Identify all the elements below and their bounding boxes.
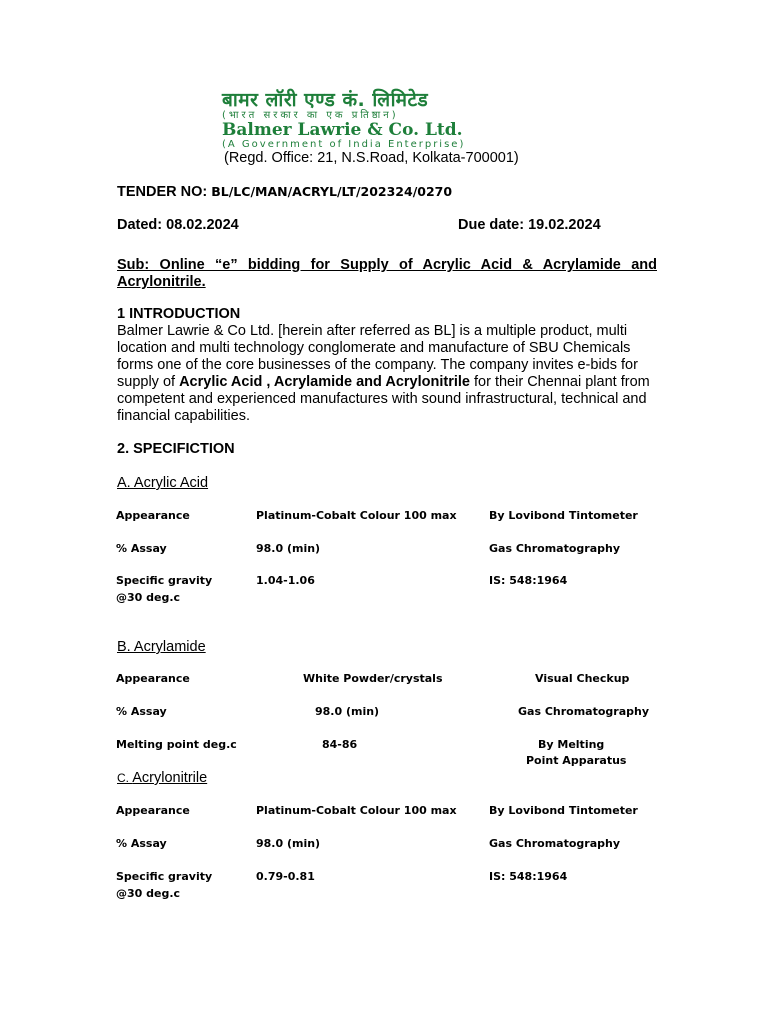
spec-param: % Assay <box>116 705 167 718</box>
spec-method: Gas Chromatography <box>489 837 621 850</box>
spec-method: By Lovibond Tintometer <box>489 509 638 522</box>
spec-method: Gas Chromatography <box>489 542 621 555</box>
spec-param-line2: @30 deg.c <box>116 591 181 604</box>
spec-value: 1.04-1.06 <box>256 574 315 587</box>
spec-param: % Assay <box>116 542 167 555</box>
spec-method: Visual Checkup <box>535 672 630 685</box>
due-date: Due date: 19.02.2024 <box>458 217 601 233</box>
spec-value: Platinum-Cobalt Colour 100 max <box>256 804 457 817</box>
spec-method: IS: 548:1964 <box>489 574 568 587</box>
section-c-title <box>117 770 207 787</box>
tender-number: BL/LC/MAN/ACRYL/LT/202324/0270 <box>211 184 453 199</box>
spec-method-line2: Point Apparatus <box>526 754 627 767</box>
spec-value: 98.0 (min) <box>256 542 321 555</box>
spec-param: Specific gravity <box>116 574 213 587</box>
spec-value: Platinum-Cobalt Colour 100 max <box>256 509 457 522</box>
spec-param: Melting point deg.c <box>116 738 237 751</box>
logo-english-subtitle: (A Government of India Enterprise) <box>222 139 466 150</box>
logo-hindi-name: बामर लॉरी एण्ड कं. लिमिटेड <box>222 89 429 111</box>
logo-english-name: Balmer Lawrie & Co. Ltd. <box>222 120 463 140</box>
section-b-title: B. Acrylamide <box>117 639 206 655</box>
introduction-text-part1: Balmer Lawrie & Co Ltd. [herein after referred as BL] is a multiple product, multi location and multi technology conglomerate and manufacture of SBU Chemicals forms one of the core businesses of the company. The company invites e-bids for supply of <box>117 323 638 390</box>
dated: Dated: 08.02.2024 <box>117 217 239 233</box>
introduction-text-part2: for their Chennai plant from competent and experienced manufactures with sound infrastructural, technical and financial capabilities. <box>117 374 650 424</box>
section-c-letter: C. <box>117 771 129 785</box>
section-c-name: Acrylonitrile <box>132 770 208 786</box>
spec-param: Appearance <box>116 509 190 522</box>
spec-method: Gas Chromatography <box>518 705 650 718</box>
specification-heading: 2. SPECIFICTION <box>117 441 235 457</box>
spec-value: White Powder/crystals <box>303 672 443 685</box>
spec-value: 0.79-0.81 <box>256 870 315 883</box>
spec-method: IS: 548:1964 <box>489 870 568 883</box>
registered-office: (Regd. Office: 21, N.S.Road, Kolkata-700001) <box>224 150 519 166</box>
logo-hindi-subtitle: (भारत सरकार का एक प्रतिष्ठान) <box>222 110 399 121</box>
spec-method: By Lovibond Tintometer <box>489 804 638 817</box>
spec-param: % Assay <box>116 837 167 850</box>
spec-value: 84-86 <box>322 738 358 751</box>
tender-number-line <box>117 183 452 201</box>
spec-param-line2: @30 deg.c <box>116 887 181 900</box>
spec-value: 98.0 (min) <box>315 705 380 718</box>
introduction-text <box>117 323 657 425</box>
section-a-title: A. Acrylic Acid <box>117 475 209 491</box>
spec-value: 98.0 (min) <box>256 837 321 850</box>
spec-method: By Melting <box>538 738 605 751</box>
spec-param: Specific gravity <box>116 870 213 883</box>
introduction-heading: 1 INTRODUCTION <box>117 306 241 322</box>
subject-line: Sub: Online “e” bidding for Supply of Acrylic Acid & Acrylamide and Acrylonitrile. <box>117 257 657 290</box>
spec-param: Appearance <box>116 804 190 817</box>
introduction-products: Acrylic Acid , Acrylamide and Acrylonitrile <box>179 374 470 390</box>
spec-param: Appearance <box>116 672 190 685</box>
tender-label: TENDER NO: <box>117 184 212 200</box>
company-logo <box>222 89 538 150</box>
